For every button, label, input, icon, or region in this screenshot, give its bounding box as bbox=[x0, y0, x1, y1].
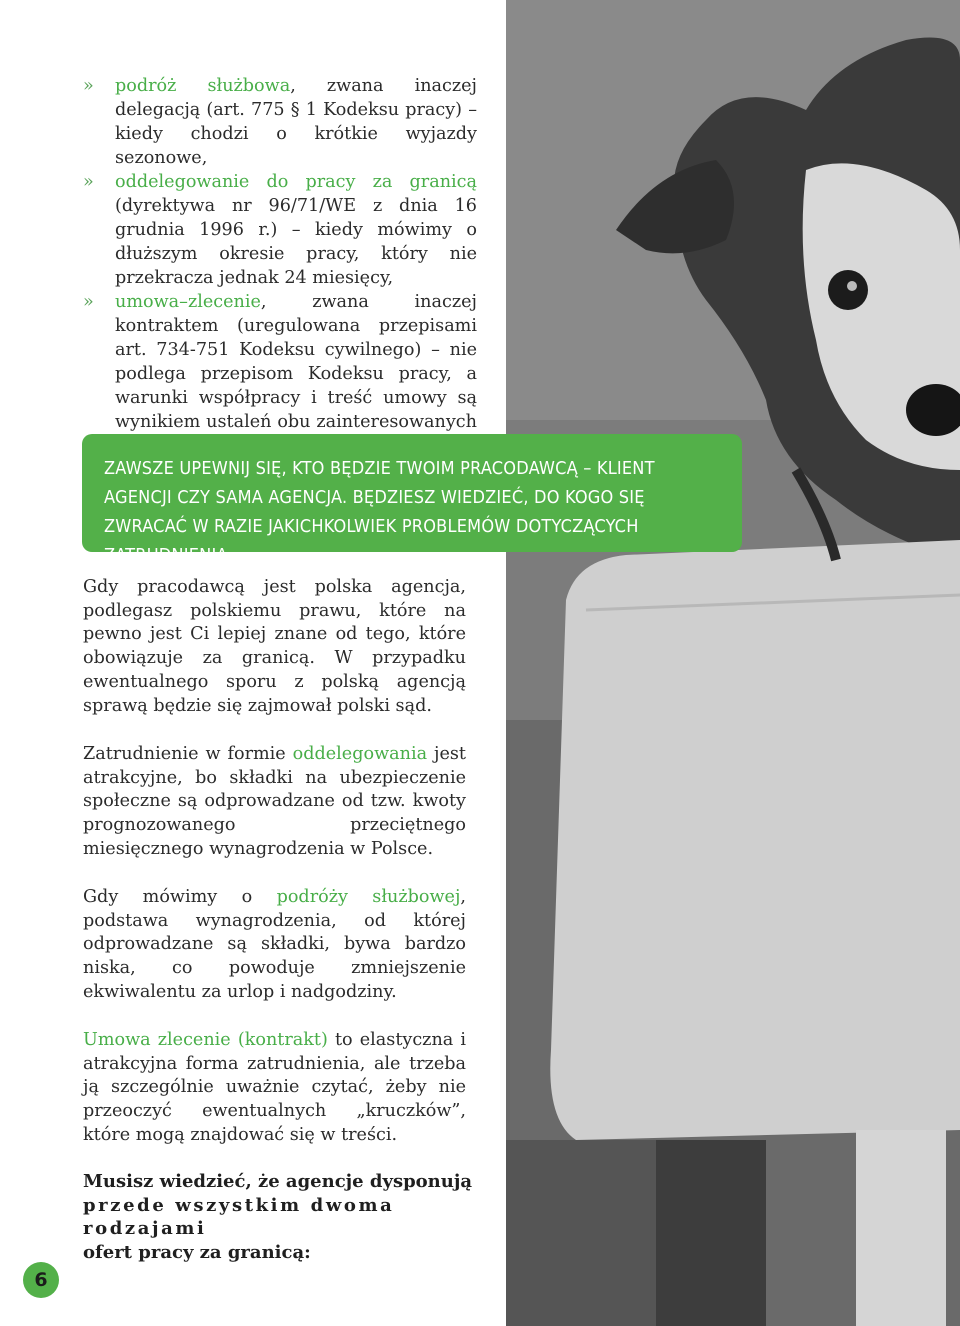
paragraph-business-trip bbox=[83, 886, 466, 1005]
paragraph-text: , podstawa wynagrodzenia, od której odprowadzane są składki, bywa bardzo niska, co powoduje zmniejszenie ekwiwalentu za urlop i nadgodziny. bbox=[83, 887, 466, 1002]
final-line: ofert pracy za granicą: bbox=[83, 1241, 311, 1263]
list-item-text: (dyrektywa nr 96/71/WE z dnia 16 grudnia 1996 r.) – kiedy mówimy o dłuższym okresie pracy, który nie przekracza jednak 24 miesięcy, bbox=[115, 196, 477, 288]
highlight-term: podróż służbowa bbox=[115, 76, 291, 96]
dog-with-suitcase-photo bbox=[506, 0, 960, 1326]
bullet-marker: » bbox=[83, 76, 94, 96]
paragraph-text: Zatrudnienie w formie bbox=[83, 744, 293, 764]
paragraph-text: Gdy mówimy o bbox=[83, 887, 277, 907]
list-item-text: , zwana inaczej kontraktem (uregulowana przepisami art. 734-751 Kodeksu cywilnego) – nie podlega przepisom Kodeksu pracy, a warunki współpracy i treść umowy są wynikiem ustaleń obu zainteresowanych bbox=[115, 292, 477, 432]
highlight-term: umowa–zlecenie bbox=[115, 292, 261, 312]
final-statement bbox=[83, 1170, 483, 1264]
list-item-text: , zwana inaczej delegacją (art. 775 § 1 Kodeksu pracy) – kiedy chodzi o krótkie wyjazdy sezonowe, bbox=[115, 76, 478, 168]
page-number: 6 bbox=[23, 1262, 59, 1298]
final-line: przede wszystkim dwoma rodzajami bbox=[83, 1194, 395, 1239]
highlight-term: podróży służbowej bbox=[276, 887, 461, 907]
paragraph-text: jest atrakcyjne, bo składki na ubezpieczenie społeczne są odprowadzane od tzw. kwoty prognozowanego przeciętnego miesięcznego wynagrodzenia w Polsce. bbox=[83, 744, 466, 859]
list-item bbox=[83, 290, 477, 458]
list-item bbox=[83, 74, 477, 170]
bullet-marker: » bbox=[83, 172, 94, 192]
highlight-term: oddelegowanie do pracy za granicą bbox=[115, 172, 477, 192]
highlight-term: oddelegowania bbox=[292, 744, 428, 764]
bullet-marker: » bbox=[83, 292, 94, 312]
callout-text: ZAWSZE UPEWNIJ SIĘ, KTO BĘDZIE TWOIM PRACODAWCĄ – KLIENT AGENCJI CZY SAMA AGENCJA. BĘDZIESZ WIEDZIEĆ, DO KOGO SIĘ ZWRACAĆ W RAZIE JAKICHKOLWIEK PROBLEMÓW DOTYCZĄCYCH ZATRUDNIENIA. bbox=[104, 458, 655, 566]
highlight-term: Umowa zlecenie (kontrakt) bbox=[83, 1030, 328, 1050]
paragraph-text: to elastyczna i atrakcyjna forma zatrudnienia, ale trzeba ją szczególnie uważnie czytać, żeby nie przeoczyć ewentualnych „kruczków”, które mogą znajdować się w treści. bbox=[83, 1030, 467, 1145]
final-line: Musisz wiedzieć, że agencje dysponują bbox=[83, 1171, 473, 1192]
paragraph-contract bbox=[83, 1029, 466, 1148]
list-item bbox=[83, 170, 477, 290]
callout-box bbox=[82, 434, 742, 566]
paragraph-polish-agency: Gdy pracodawcą jest polska agencja, podlegasz polskiemu prawu, które na pewno jest Ci lepiej znane od tego, które obowiązuje za granicą. W przypadku ewentualnego sporu z polską agencją sprawą będzie się zajmował polski sąd. bbox=[83, 577, 466, 716]
paragraph-posting bbox=[83, 743, 466, 862]
bullet-list bbox=[83, 74, 477, 458]
photo-illustration bbox=[506, 0, 960, 1326]
